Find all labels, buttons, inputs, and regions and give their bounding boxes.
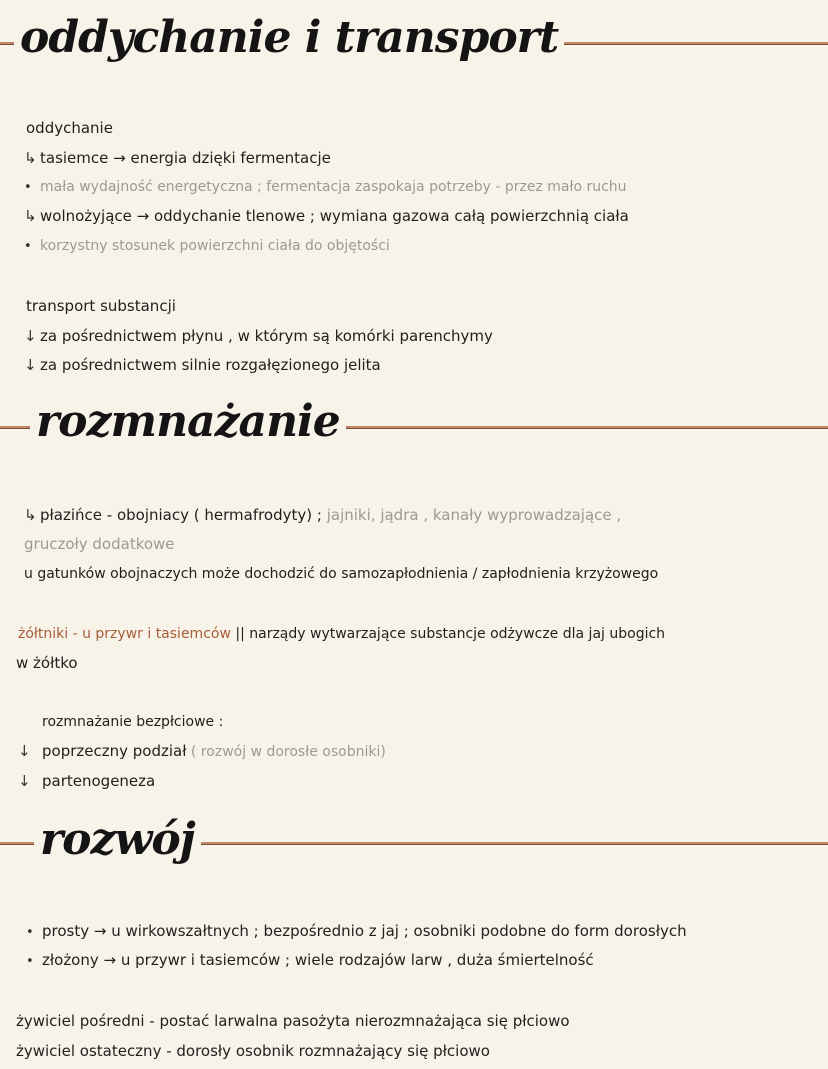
line-text: za pośrednictwem płynu , w którym są komórki parenchymy	[40, 327, 493, 345]
text-line	[18, 741, 386, 762]
bullet-icon: •	[26, 954, 34, 969]
down-arrow-icon: ↓	[18, 772, 31, 790]
text-line	[24, 206, 629, 226]
line-text: || narządy wytwarzające substancje odżywcze dla jaj ubogich	[230, 626, 666, 642]
line-text: partenogeneza	[42, 772, 156, 790]
bullet-icon: •	[26, 925, 34, 940]
text-line: rozmnażanie bezpłciowe :	[42, 714, 224, 730]
text-line: gruczoły dodatkowe	[24, 535, 175, 553]
text-line	[24, 236, 390, 257]
text-line: żywiciel ostateczny - dorosły osobnik rozmnażający się płciowo	[16, 1042, 490, 1060]
line-text: wolnożyjące → oddychanie tlenowe ; wymiana gazowa całą powierzchnią ciała	[40, 207, 629, 225]
arrow-marker-icon: ↳	[24, 506, 37, 524]
down-arrow-icon: ↓	[24, 327, 37, 345]
text-line: żywiciel pośredni - postać larwalna pasożyta nierozmnażająca się płciowo	[16, 1012, 570, 1030]
line-text: korzystny stosunek powierzchni ciała do objętości	[40, 238, 390, 254]
text-line	[18, 771, 155, 791]
text-line: u gatunków obojnaczych może dochodzić do samozapłodnienia / zapłodnienia krzyżowego	[24, 566, 659, 582]
arrow-marker-icon: ↳	[24, 207, 37, 225]
text-line	[18, 624, 665, 644]
text-line	[24, 326, 493, 346]
text-line	[24, 355, 381, 375]
down-arrow-icon: ↓	[18, 742, 31, 760]
bullet-icon: •	[24, 239, 32, 254]
line-text: mała wydajność energetyczna ; fermentacja zaspokaja potrzeby - przez mało ruchu	[40, 179, 627, 195]
section-title-rozwoj: rozwój	[34, 818, 201, 862]
text-line: oddychanie	[26, 119, 113, 137]
text-line	[24, 505, 621, 525]
line-text-grey: jajniki, jądra , kanały wyprowadzające ,	[321, 506, 622, 524]
down-arrow-icon: ↓	[24, 356, 37, 374]
text-line	[26, 950, 594, 972]
line-text: płazińce - obojniacy ( hermafrodyty) ;	[40, 506, 322, 524]
text-line	[26, 921, 687, 943]
section-title-rozmnazanie: rozmnażanie	[30, 400, 346, 444]
line-text: prosty → u wirkowszałtnych ; bezpośrednio z jaj ; osobniki podobne do form dorosłych	[42, 922, 687, 940]
text-line	[24, 148, 331, 168]
text-line: transport substancji	[26, 297, 176, 315]
text-line	[24, 177, 627, 198]
line-text: tasiemce → energia dzięki fermentacje	[40, 149, 331, 167]
line-text: poprzeczny podział	[42, 742, 187, 760]
bullet-icon: •	[24, 180, 32, 195]
line-text-accent: żółtniki - u przywr i tasiemców	[18, 626, 231, 642]
line-text: za pośrednictwem silnie rozgałęzionego jelita	[40, 356, 381, 374]
arrow-marker-icon: ↳	[24, 149, 37, 167]
text-line: w żółtko	[16, 654, 78, 672]
section-title-oddychanie-transport: oddychanie i transport	[14, 16, 564, 60]
line-text-grey: ( rozwój w dorosłe osobniki)	[186, 744, 386, 760]
line-text: złożony → u przywr i tasiemców ; wiele rodzajów larw , duża śmiertelność	[42, 951, 594, 969]
